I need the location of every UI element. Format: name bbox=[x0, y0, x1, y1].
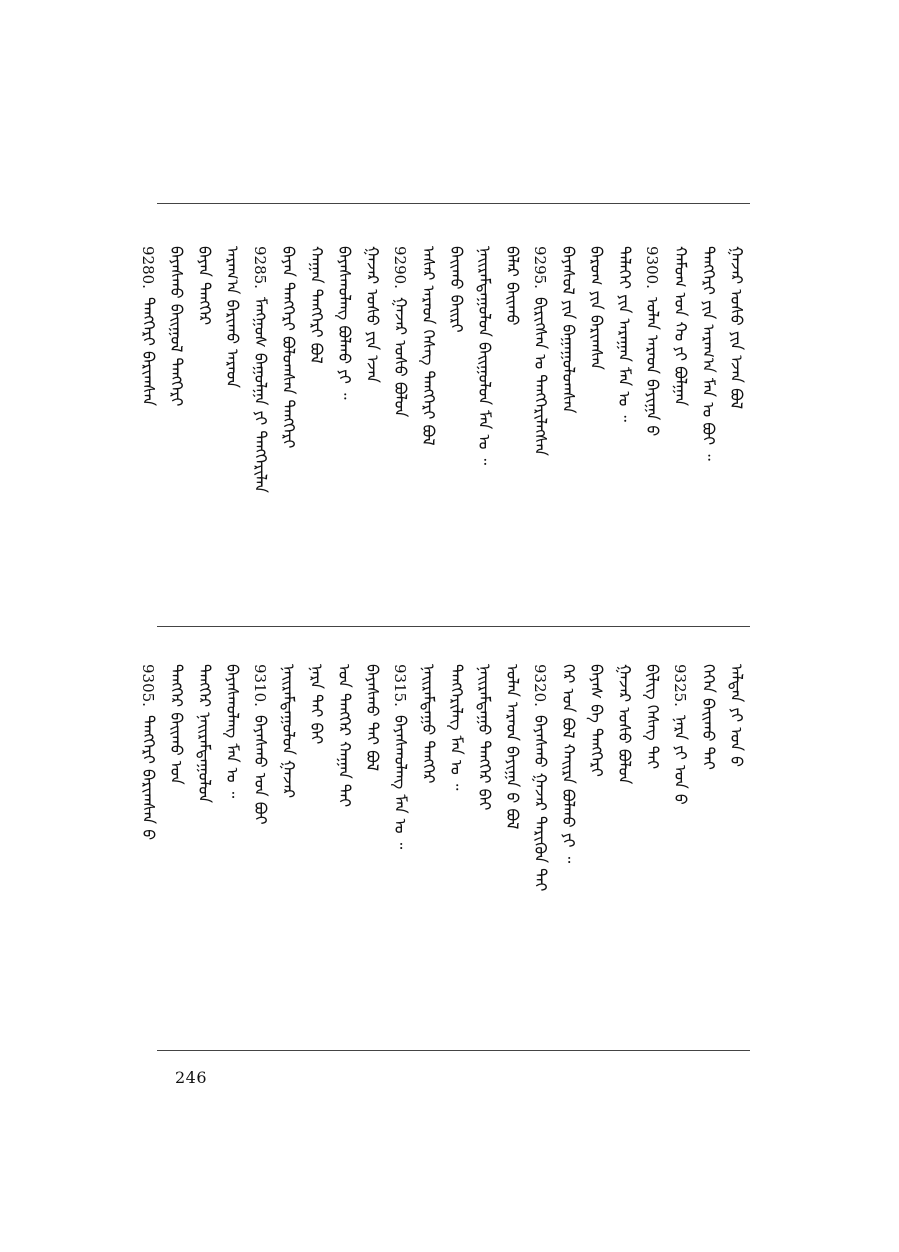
verse-line bbox=[616, 246, 632, 422]
verse-line bbox=[336, 664, 352, 807]
verse-text: ᠣᠯᠠᠨ ᠠᠷᠠᠳ ᠪᠠᠶᠢᠭᠠ ᠪ bbox=[643, 296, 662, 437]
verse-text: ᠪᠠᠶᠠᠰ ᠪᠠ ᠲᠡᠩᠭᠡᠷᠢ bbox=[587, 664, 606, 777]
verse-line bbox=[672, 664, 688, 805]
verse-line bbox=[336, 246, 352, 399]
verse-text: ᠪᠠᠶᠠᠰᠬᠤ ᠲᠠᠢ ᠪᠣᠯ bbox=[363, 664, 382, 772]
line-number: 9325. bbox=[671, 664, 689, 707]
verse-line bbox=[616, 664, 632, 784]
verse-line bbox=[392, 664, 408, 849]
verse-text: ᠨᠠᠢᠷᠠᠮᠳᠠᠭᠤ ᠲᠡᠩᠭᠡᠷ ᠪᠠᠢ bbox=[475, 664, 494, 811]
verse-text: ᠪᠠᠶᠠᠰᠬᠤ ᠤᠨ ᠪᠣᠢ bbox=[251, 714, 270, 825]
verse-text: ᠬᠠᠮᠤᠭ ᠤᠨ ᠬᠣ ᠶᠢ ᠪᠣᠯᠭᠠᠨ bbox=[671, 246, 690, 407]
line-number: 9300. bbox=[643, 246, 661, 289]
verse-line bbox=[476, 246, 492, 465]
verse-text: ᠲᠡᠩᠭᠡᠷᠢ ᠪᠠᠷᠢᠭᠰᠠᠨ bbox=[139, 296, 158, 407]
verse-text: ᠪᠢᠷᠢᠭᠰᠡᠨ ᠤ ᠲᠡᠩᠭᠡᠷᠢᠯᠡᠭᠰᠡᠨ bbox=[531, 296, 550, 456]
verse-line bbox=[252, 246, 268, 493]
verse-line bbox=[364, 246, 380, 383]
page-number: 246 bbox=[175, 1068, 208, 1087]
verse-line bbox=[140, 664, 156, 840]
line-number: 9320. bbox=[531, 664, 549, 707]
verse-line bbox=[476, 664, 492, 810]
verse-text: ᠨᠠᠢᠷᠠᠮᠳᠠᠭᠤᠯᠤᠨ ᠭᠠᠵᠠᠷ bbox=[279, 664, 298, 799]
verse-text: ᠪᠠᠶᠠᠨ ᠲᠡᠩᠭᠡᠷ bbox=[195, 246, 214, 326]
verse-text: ᠣᠯᠠᠨ ᠠᠷᠠᠳ ᠪᠠᠶᠢᠭᠠ ᠪ ᠪᠣᠯ bbox=[503, 664, 522, 830]
verse-line bbox=[644, 664, 660, 769]
verse-line bbox=[560, 246, 576, 413]
verse-text: ᠪᠠᠶᠠᠰᠬᠤᠯᠠᠩ ᠮᠠᠨ ᠤ ᠃ bbox=[223, 664, 242, 799]
line-number: 9315. bbox=[391, 664, 409, 707]
verse-text: ᠲᠡᠩᠭᠡᠷᠢ ᠪᠠᠷᠢᠭᠰᠠᠨ ᠪ bbox=[139, 714, 158, 841]
verse-line bbox=[392, 246, 408, 417]
verse-line bbox=[448, 246, 464, 333]
verse-text: ᠭᠠᠵᠠᠷ ᠤᠰᠤ ᠶᠢᠨ ᠡᠵᠡᠨ ᠪᠣᠯ bbox=[727, 246, 746, 410]
line-number: 9305. bbox=[139, 664, 157, 707]
verse-text: ᠠᠰᠠᠷ ᠠᠷᠠᠳ ᠬᠡᠰᠡᠭ ᠲᠡᠩᠭᠡᠷᠢ ᠪᠣᠯ bbox=[419, 246, 438, 446]
verse-text: ᠠᠯᠳᠠᠨ ᠶᠢ ᠤᠨ ᠪ bbox=[727, 664, 746, 768]
verse-text: ᠭᠡᠭᠡᠨ ᠪᠠᠢᠬᠤ ᠲᠠᠢ bbox=[699, 664, 718, 770]
verse-line bbox=[280, 246, 296, 448]
verse-text: ᠭᠠᠵᠠᠷ ᠤᠰᠤ ᠪᠣᠯᠤᠨ bbox=[615, 664, 634, 785]
verse-text: ᠮᠠᠩᠭᠤᠰ ᠪᠠᠭᠤᠯᠭᠠ ᠶᠢ ᠲᠡᠩᠭᠡᠷᠢᠯᠡᠨ bbox=[251, 296, 270, 493]
verse-line bbox=[560, 664, 576, 863]
verse-text: ᠲᠡᠯᠡᠭᠡᠢ ᠶᠢᠨ ᠠᠷᠠᠭᠠᠨ ᠮᠠᠨ ᠤ ᠃ bbox=[615, 246, 634, 422]
verse-text: ᠠᠷᠠᠭ᠎ᠠ ᠪᠠᠷᠢᠬᠤ ᠠᠷᠠᠳ bbox=[223, 246, 242, 389]
verse-text: ᠲᠡᠩᠭᠡᠷ ᠨᠠᠢᠷᠠᠮᠳᠠᠭᠤᠯᠤᠨ bbox=[195, 664, 214, 804]
middle-rule bbox=[157, 626, 750, 627]
verse-text: ᠪᠠᠯᠠᠷ ᠪᠠᠢᠬᠤ bbox=[503, 246, 522, 326]
verse-text: ᠪᠠᠶᠠᠰᠬᠤ ᠪᠠᠢᠭᠤᠯ ᠲᠡᠩᠭᠡᠷᠢ bbox=[167, 246, 186, 407]
verse-line bbox=[504, 246, 520, 326]
verse-line bbox=[168, 246, 184, 406]
verse-text: ᠨᠠᠷᠠ ᠲᠠᠢ ᠪᠠᠢ bbox=[307, 664, 326, 745]
verse-text: ᠪᠠᠢᠬᠤ ᠪᠠᠢᠷᠢ bbox=[447, 246, 466, 333]
verse-text: ᠭᠠᠵᠠᠷ ᠤᠰᠤ ᠶᠢᠨ ᠡᠵᠡᠨ bbox=[363, 246, 382, 384]
verse-line bbox=[364, 664, 380, 771]
verse-text: ᠨᠠᠢᠷᠠᠮᠳᠠᠭᠤ ᠲᠡᠩᠭᠡᠷ bbox=[419, 664, 438, 784]
verse-text: ᠬᠠᠭᠠᠨ ᠲᠡᠩᠭᠡᠷᠢ ᠪᠣᠯ bbox=[307, 246, 326, 364]
verse-text: ᠪᠢᠯᠢᠭ ᠬᠡᠰᠡᠭ ᠲᠠᠢ bbox=[643, 664, 662, 770]
verse-line bbox=[140, 246, 156, 406]
verse-line bbox=[532, 664, 548, 891]
verse-line bbox=[588, 664, 604, 777]
verse-line bbox=[504, 664, 520, 829]
verse-text: ᠲᠡᠩᠭᠡᠷᠢᠯᠡᠭ ᠮᠠᠨ ᠤ ᠃ bbox=[447, 664, 466, 791]
verse-line bbox=[224, 664, 240, 798]
verse-line bbox=[532, 246, 548, 456]
verse-line bbox=[420, 664, 436, 784]
line-number: 9290. bbox=[391, 246, 409, 289]
verse-line bbox=[728, 664, 744, 767]
verse-text: ᠨᠠᠢᠷᠠᠮᠳᠠᠭᠤᠯᠤᠨ ᠪᠠᠢᠭᠤᠯᠤᠨ ᠮᠠᠨ ᠤ ᠃ bbox=[475, 246, 494, 466]
verse-text: ᠲᠡᠩᠭᠡᠷᠢ ᠶᠢᠨ ᠠᠷᠠᠭ᠎ᠠ ᠮᠠᠨ ᠤ ᠪᠣᠢ ᠃ bbox=[699, 246, 718, 461]
verse-line bbox=[196, 664, 212, 803]
verse-text: ᠪᠠᠶᠠᠰᠬᠤᠯᠠᠩ ᠮᠠᠨ ᠤ ᠃ bbox=[391, 714, 410, 850]
verse-text: ᠪᠠᠶᠠᠰᠬᠤ ᠭᠠᠵᠠᠷ ᠲᠡᠷᠢᠭᠦᠨ ᠲᠠᠢ bbox=[531, 714, 550, 892]
verse-line bbox=[448, 664, 464, 790]
verse-text: ᠪᠠᠶᠠᠰᠬᠤᠯᠠᠩ ᠪᠣᠯᠬᠤ ᠶᠢ ᠃ bbox=[335, 246, 354, 400]
verse-line bbox=[224, 246, 240, 388]
verse-line bbox=[252, 664, 268, 825]
verse-line bbox=[308, 664, 324, 744]
verse-line bbox=[196, 246, 212, 325]
verse-line bbox=[588, 246, 604, 370]
verse-text: ᠭᠠᠵᠠᠷ ᠤᠰᠤ ᠪᠣᠯᠤᠨ bbox=[391, 296, 410, 418]
verse-text: ᠬᠡᠷ ᠤᠨ ᠪᠣᠯ ᠬᠠᠢᠷᠠ ᠪᠣᠯᠬᠤ ᠶᠢ ᠃ bbox=[559, 664, 578, 864]
verse-line bbox=[420, 246, 436, 446]
verse-text: ᠪᠠᠶᠠᠨ ᠲᠡᠩᠭᠡᠷᠢ ᠪᠣᠯᠤᠭᠰᠠᠨ ᠲᠡᠩᠭᠡᠷᠢ bbox=[279, 246, 298, 449]
line-number: 9310. bbox=[251, 664, 269, 707]
line-number: 9280. bbox=[139, 246, 157, 289]
verse-line bbox=[280, 664, 296, 798]
verse-line bbox=[168, 664, 184, 785]
bottom-rule bbox=[157, 1050, 750, 1051]
verse-line bbox=[644, 246, 660, 436]
line-number: 9285. bbox=[251, 246, 269, 289]
verse-line bbox=[700, 664, 716, 770]
verse-text: ᠪᠠᠶᠠᠰᠤᠯ ᠶᠢᠨ ᠪᠠᠭᠠᠭᠤᠯᠤᠭᠰᠠᠨ bbox=[559, 246, 578, 414]
verse-text: ᠤᠨ ᠲᠡᠩᠭᠡᠷ ᠬᠠᠭᠠᠨ ᠲᠠᠢ bbox=[335, 664, 354, 808]
verse-text: ᠪᠠᠷᠤᠭ ᠶᠢᠨ ᠪᠠᠷᠢᠭᠰᠠᠨ bbox=[587, 246, 606, 370]
verse-text: ᠨᠠᠷᠠ ᠶᠢ ᠤᠨ ᠪ bbox=[671, 714, 690, 805]
verse-line bbox=[728, 246, 744, 409]
verse-line bbox=[700, 246, 716, 461]
line-number: 9295. bbox=[531, 246, 549, 289]
verse-text: ᠲᠡᠩᠭᠡᠷ ᠪᠠᠢᠬᠤ ᠤᠨ bbox=[167, 664, 186, 785]
verse-line bbox=[308, 246, 324, 364]
top-rule bbox=[157, 203, 750, 204]
verse-line bbox=[672, 246, 688, 406]
